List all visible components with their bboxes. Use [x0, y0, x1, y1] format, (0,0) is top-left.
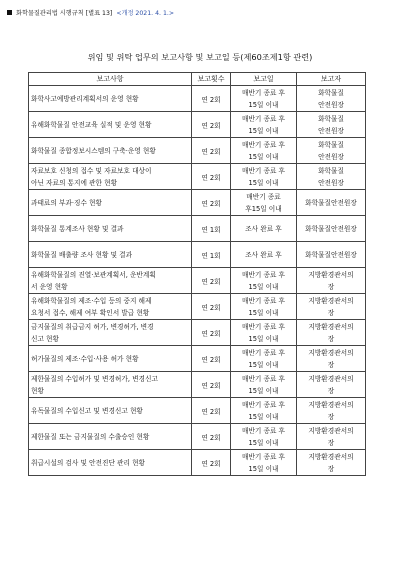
date-line: 15일 이내 [248, 100, 279, 109]
header-text: 화학물질관리법 시행규칙 [별표 13] [16, 10, 113, 17]
freq-cell: 연 1회 [192, 242, 231, 268]
reporter-cell [297, 424, 366, 450]
date-line: 15일 이내 [248, 282, 279, 291]
reporter-line: 장 [327, 282, 335, 291]
table-header-row [29, 73, 366, 86]
reporter-cell [297, 398, 366, 424]
item-cell [29, 372, 192, 398]
reporter-line: 지방환경관서의 [308, 400, 354, 409]
freq-cell: 연 2회 [192, 398, 231, 424]
date-line: 15일 이내 [248, 386, 279, 395]
reporter-line: 안전원장 [318, 178, 344, 187]
item-line: 화학물질 종합정보시스템의 구축·운영 현황 [31, 146, 156, 155]
date-line: 매반기 종료 후 [241, 348, 285, 357]
reporter-line: 안전원장 [318, 100, 344, 109]
date-cell [231, 372, 297, 398]
date-line: 매반기 종료 후 [241, 166, 285, 175]
freq-cell: 연 1회 [192, 216, 231, 242]
item-line: 금지물질의 취급금지 허가, 변경허가, 변경 [31, 322, 154, 331]
reporter-cell [297, 346, 366, 372]
table-row [29, 86, 366, 112]
reporter-line: 장 [327, 386, 335, 395]
reporter-line: 화학물질 [318, 114, 344, 123]
date-line: 매반기 종료 후 [241, 88, 285, 97]
date-cell [231, 398, 297, 424]
date-cell [231, 346, 297, 372]
reporter-line: 지방환경관서의 [308, 374, 354, 383]
date-line: 15일 이내 [248, 308, 279, 317]
reporter-line: 지방환경관서의 [308, 426, 354, 435]
reporter-line: 안전원장 [318, 152, 344, 161]
reporter-line: 지방환경관서의 [308, 322, 354, 331]
reporter-line: 지방환경관서의 [308, 296, 354, 305]
item-line: 유해화학물질 안전교육 실적 및 운영 현황 [31, 120, 152, 129]
table-row [29, 424, 366, 450]
reporter-line: 화학물질 [318, 140, 344, 149]
column-header: 보고자 [297, 73, 366, 86]
reporter-line: 화학물질 [318, 166, 344, 175]
item-line: 유해화학물질의 진열·보관계획서, 운반계획 [31, 270, 156, 279]
date-line: 매반기 종료 후 [241, 322, 285, 331]
column-header: 보고일 [231, 73, 297, 86]
item-line: 유해화학물질의 제조·수입 등의 중지 해제 [31, 296, 152, 305]
reporter-cell [297, 450, 366, 476]
date-cell [231, 424, 297, 450]
date-line: 매반기 종료 후 [241, 452, 285, 461]
freq-cell: 연 2회 [192, 112, 231, 138]
freq-cell: 연 2회 [192, 138, 231, 164]
item-cell [29, 216, 192, 242]
reporter-line: 안전원장 [318, 126, 344, 135]
item-line: 화학물질 통계조사 현황 및 결과 [31, 224, 124, 233]
date-cell [231, 320, 297, 346]
table-row [29, 346, 366, 372]
date-cell [231, 138, 297, 164]
date-line: 매반기 종료 [246, 192, 281, 201]
item-line: 취급시설의 검사 및 안전진단 관리 현황 [31, 458, 145, 467]
item-line: 서 운영 현황 [31, 282, 68, 291]
item-line: 현황 [31, 386, 44, 395]
table-row [29, 138, 366, 164]
document-header [7, 8, 174, 17]
reporter-cell [297, 164, 366, 190]
date-cell [231, 86, 297, 112]
reporter-line: 화학물질 [318, 88, 344, 97]
item-cell [29, 450, 192, 476]
reporter-cell [297, 268, 366, 294]
table-row [29, 242, 366, 268]
reporter-cell [297, 138, 366, 164]
table-row [29, 216, 366, 242]
date-line: 15일 이내 [248, 438, 279, 447]
reporter-line: 화학물질안전원장 [305, 224, 357, 233]
item-line: 아닌 자료의 통지에 관한 현황 [31, 178, 118, 187]
date-cell [231, 112, 297, 138]
item-cell [29, 112, 192, 138]
date-cell [231, 294, 297, 320]
date-line: 매반기 종료 후 [241, 140, 285, 149]
reporter-line: 지방환경관서의 [308, 452, 354, 461]
item-line: 신고 현황 [31, 334, 59, 343]
date-line: 15일 이내 [248, 334, 279, 343]
freq-cell: 연 2회 [192, 86, 231, 112]
date-cell [231, 216, 297, 242]
date-cell [231, 242, 297, 268]
date-cell [231, 164, 297, 190]
item-line: 화학물질 배출량 조사 현황 및 결과 [31, 250, 133, 259]
freq-cell: 연 2회 [192, 372, 231, 398]
reporter-line: 장 [327, 412, 335, 421]
item-cell [29, 190, 192, 216]
table-row [29, 450, 366, 476]
reporter-line: 장 [327, 438, 335, 447]
freq-cell: 연 2회 [192, 190, 231, 216]
date-line: 조사 완료 후 [245, 224, 282, 233]
date-line: 매반기 종료 후 [241, 426, 285, 435]
revision-note: <개정 2021. 4. 1.> [116, 10, 175, 17]
reporter-cell [297, 112, 366, 138]
date-line: 매반기 종료 후 [241, 114, 285, 123]
reporter-cell [297, 216, 366, 242]
reporter-cell [297, 372, 366, 398]
reporter-cell [297, 320, 366, 346]
freq-cell: 연 2회 [192, 320, 231, 346]
item-cell [29, 398, 192, 424]
freq-cell: 연 2회 [192, 268, 231, 294]
bullet-square-icon [7, 10, 12, 15]
reporter-line: 장 [327, 308, 335, 317]
report-table [28, 72, 366, 476]
item-line: 요청서 접수, 해제 여부 확인서 발급 현황 [31, 308, 150, 317]
reporter-line: 화학물질안전원장 [305, 250, 357, 259]
column-header: 보고사항 [29, 73, 192, 86]
reporter-cell [297, 294, 366, 320]
reporter-cell [297, 190, 366, 216]
item-line: 화학사고예방관리계획서의 운영 현황 [31, 94, 139, 103]
table-row [29, 372, 366, 398]
reporter-cell [297, 242, 366, 268]
date-cell [231, 450, 297, 476]
date-line: 15일 이내 [248, 126, 279, 135]
item-cell [29, 242, 192, 268]
date-cell [231, 268, 297, 294]
freq-cell: 연 2회 [192, 450, 231, 476]
date-line: 15일 이내 [248, 360, 279, 369]
item-cell [29, 320, 192, 346]
item-cell [29, 138, 192, 164]
document-title: 위임 및 위탁 업무의 보고사항 및 보고일 등(제60조제1항 관련) [87, 52, 313, 62]
date-line: 15일 이내 [248, 412, 279, 421]
item-cell [29, 424, 192, 450]
item-cell [29, 164, 192, 190]
date-line: 매반기 종료 후 [241, 296, 285, 305]
reporter-line: 장 [327, 464, 335, 473]
table-row [29, 190, 366, 216]
item-line: 유독물질의 수입신고 및 변경신고 현황 [31, 406, 143, 415]
table-row [29, 164, 366, 190]
freq-cell: 연 2회 [192, 346, 231, 372]
column-header: 보고횟수 [192, 73, 231, 86]
reporter-line: 지방환경관서의 [308, 348, 354, 357]
freq-cell: 연 2회 [192, 164, 231, 190]
date-line: 15일 이내 [248, 178, 279, 187]
item-cell [29, 86, 192, 112]
table-row [29, 294, 366, 320]
freq-cell: 연 2회 [192, 424, 231, 450]
date-line: 후15일 이내 [245, 204, 282, 213]
reporter-line: 장 [327, 360, 335, 369]
reporter-line: 지방환경관서의 [308, 270, 354, 279]
item-line: 허가물질의 제조·수입·사용 허가 현황 [31, 354, 139, 363]
table-row [29, 112, 366, 138]
table-row [29, 320, 366, 346]
date-line: 매반기 종료 후 [241, 270, 285, 279]
reporter-line: 장 [327, 334, 335, 343]
item-cell [29, 294, 192, 320]
item-line: 자료보호 신청의 접수 및 자료보호 대상이 [31, 166, 152, 175]
item-line: 제한물질 또는 금지물질의 수출승인 현황 [31, 432, 150, 441]
date-line: 매반기 종료 후 [241, 400, 285, 409]
item-cell [29, 346, 192, 372]
reporter-line: 화학물질안전원장 [305, 198, 357, 207]
table-row [29, 398, 366, 424]
date-line: 조사 완료 후 [245, 250, 282, 259]
item-cell [29, 268, 192, 294]
date-line: 15일 이내 [248, 152, 279, 161]
date-cell [231, 190, 297, 216]
freq-cell: 연 2회 [192, 294, 231, 320]
item-line: 과태료의 부과·징수 현황 [31, 198, 102, 207]
reporter-cell [297, 86, 366, 112]
item-line: 제한물질의 수입허가 및 변경허가, 변경신고 [31, 374, 158, 383]
date-line: 15일 이내 [248, 464, 279, 473]
date-line: 매반기 종료 후 [241, 374, 285, 383]
table-row [29, 268, 366, 294]
